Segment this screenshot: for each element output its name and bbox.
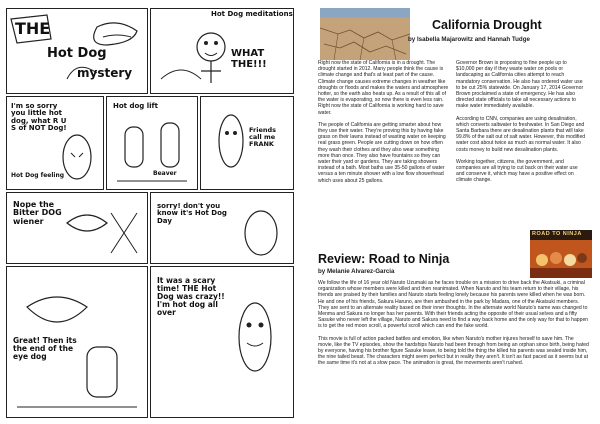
drought-paragraph: Governor Brown is proposing to fine people up to $10,000 per day if they waste water on pools or landscaping as California cities attempt to reach mandatory conservation. He also has ordered water use to be cut 25% statewide. On January 17, 2014 Governor Brown proclaimed a state of emergency. He has also directed state officials to take all necessary actions to make water immediately available. <box>456 60 584 110</box>
drought-byline: by Isabella Majarowitz and Hannah Tudge <box>408 36 530 43</box>
drought-column-1 <box>318 60 450 190</box>
drought-paragraph: Right now the state of California is in a drought. The drought started in 2012. Many people think the cause is climate change and that's at least part of the cause. Climate change causes extreme changes in weather like droughts or floods and makes the waters and atmosphere hotter, so the earth also heats up. As a result of this all of the water is evaporating, so now there is even less rain. Right now the state of California is working hard to save water. <box>318 60 449 116</box>
articles-page <box>300 0 600 424</box>
ninja-paragraph: This movie is full of action packed battles and emotion, like when Naruto's mother injures herself to save him. The movie, like the TV episodes, show the hardships Naruto had been through from being an orphan since birth, being hated by everyone, having his brother figure Sasuke leave, to being told the thing the killed his parents was sealed inside him, the nine tailed beast. The characters might seem perfect but in reality they aren't. It isn't as fast paced as it seems but at the same time it's not at a slow pace. The animation is great, the movements aren't rushed. <box>318 335 589 367</box>
comic-panel-sorry <box>6 96 104 190</box>
beaver-aside: Beaver <box>153 170 177 177</box>
drought-title: California Drought <box>432 18 542 32</box>
comic-panel-end <box>6 266 148 418</box>
two-hot-dogs-drawing <box>107 97 197 189</box>
ninja-paragraph: We follow the life of 16 year old Naruto Uzumaki as he faces trouble on a mission to drive back the Akatsuki, a criminal organization whose members were killed and then reanimated. When Naruto and his team return to their village, his friends are praised by their families and Naruto starts feeling lonely because his parents were killed when he was born. He and one of his friends, Sakura Haruno, are then ambushed in the park by Madara, one of the Akatsuki members. They are sent to an alternate reality based on their inner thoughts. In the alternate world Naruto's name was changed to Menma and Sakura no longer has her parents. With their friends acting the opposite of their usual selves and a fifty Sasuke who never left the village, Naruto and Sakura need to find a way back home and the only way for that to happen is to get the red moon scroll, a powerful scroll which can end the fake world. <box>318 280 589 330</box>
drought-paragraph: According to CNN, companies are using desalination, which converts saltwater to freshwater. In San Diego and Santa Barbara there are desalination plants that will take 99.8% of the salt out of salt water. However, this modified water cost about twice as much as normal water. It also costs money to build new desalination plants. <box>456 115 586 153</box>
ninja-body <box>318 280 590 373</box>
comic-panel-title <box>6 8 148 94</box>
sorry-speech: I'm so sorry you little hot dog, what R U S of NOT Dog! <box>11 102 67 133</box>
comic-panel-hot-dog-day <box>150 192 294 264</box>
drought-paragraph: The people of California are getting smarter about how they use their water. They're proving this by having fake grass on their lawns instead of wasting water on keeping real grass green. People are cutting down on how often they wash their clothes and they also wear something more than once. They also have fountains so they can water their yard or gardens. They are taking showers instead of a bath. Most baths use 35-50 gallons of water versus a ten minute shower with a low flow showerhead which uses about 25 gallons. <box>318 121 446 184</box>
feeling-reply: Hot Dog feeling <box>11 172 65 179</box>
ninja-title: Review: Road to Ninja <box>318 252 450 266</box>
cracked-earth-drawing <box>320 8 410 60</box>
comic-title-3: mystery <box>77 66 133 80</box>
frank-speech: Friends call me FRANK <box>249 126 277 148</box>
comic-panel-lift <box>106 96 198 190</box>
comic-title-2: Hot Dog <box>47 46 107 61</box>
lift-speech: Hot dog lift <box>113 102 158 110</box>
hot-dog-comic <box>6 8 292 416</box>
ninja-byline: by Melanie Alvarez-Garcia <box>318 268 395 275</box>
poster-art <box>530 230 592 278</box>
comic-panel-scary <box>150 266 294 418</box>
road-to-ninja-poster <box>530 230 592 278</box>
what-the-exclaim: WHAT THE!!! <box>231 48 267 70</box>
drought-paragraph: Working together, citizens, the government, and companies are all trying to cut back on their water use and conserve it, which may have a positive effect on climate change. <box>456 158 578 184</box>
end-speech: Great! Then its the end of the eye dog <box>13 336 77 361</box>
bitter-speech: Nope the Bitter DOG wiener <box>13 200 62 226</box>
hot-dog-day-speech: sorry! don't you know it's Hot Dog Day <box>157 202 227 225</box>
comic-panel-meditations <box>150 8 294 94</box>
comic-panel-bitter <box>6 192 148 264</box>
scary-speech: It was a scary time! THE Hot Dog was crazy!! I'm hot dog all over <box>157 276 225 317</box>
poster-title: ROAD TO NINJA <box>532 231 582 237</box>
comic-panel-frank <box>200 96 294 190</box>
drought-photo <box>320 8 410 60</box>
meditations-heading: Hot Dog meditations <box>211 10 293 18</box>
comic-title-1: THE <box>15 19 51 38</box>
drought-column-2 <box>456 60 586 190</box>
